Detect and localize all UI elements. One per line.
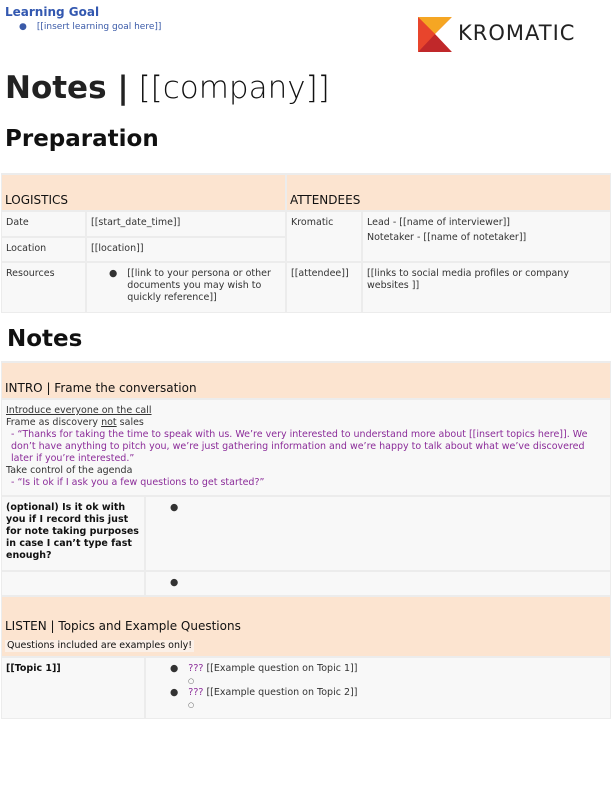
- page-title: [5, 70, 330, 106]
- frame-line: [6, 417, 606, 429]
- empty-cell: [2, 572, 144, 595]
- location-value[interactable]: [[location]]: [87, 238, 285, 261]
- kromatic-logo-icon: [418, 17, 454, 53]
- question-prefix: ???: [188, 687, 204, 698]
- frame-text: Frame as discovery: [6, 417, 102, 428]
- learning-goal-item: ● [[insert learning goal here]]: [19, 22, 162, 32]
- resources-text: [[link to your persona or other documents you may wish to quickly reference]]: [127, 268, 271, 303]
- topic-questions[interactable]: [146, 658, 610, 718]
- resources-value[interactable]: ● [[link to your persona or other documents you may wish to quickly reference]]: [87, 263, 285, 312]
- location-label: Location: [2, 238, 85, 261]
- title-bold: Notes |: [5, 70, 129, 106]
- date-value[interactable]: [[start_date_time]]: [87, 212, 285, 236]
- question-text: [[Example question on Topic 1]]: [206, 663, 358, 674]
- preparation-heading: Preparation: [5, 126, 159, 152]
- date-label: Date: [2, 212, 85, 236]
- notes-heading: Notes: [7, 326, 83, 352]
- lead-name: Lead - [[name of interviewer]]: [367, 217, 511, 228]
- intro-quote: - “Thanks for taking the time to speak with us. We’re very interested to understand more about [[insert topics here]]. We don’t have anything to pitch you, we’re just gathering information and we’re happy to talk about what we’ve discovered later if you’re interested.”: [11, 429, 588, 464]
- agenda-quote: - “Is it ok if I ask you a few questions to get started?”: [11, 477, 265, 488]
- intro-line: Introduce everyone on the call: [6, 405, 152, 416]
- agenda-line: Take control of the agenda: [6, 465, 133, 476]
- sub-bullet: ○: [188, 677, 195, 685]
- question-text: [[Example question on Topic 2]]: [206, 687, 358, 698]
- frame-not: not: [101, 417, 117, 428]
- question-prefix: ???: [188, 663, 204, 674]
- learning-goal-heading: Learning Goal: [5, 5, 100, 19]
- topic-label: [[Topic 1]]: [2, 658, 144, 718]
- kromatic-logo: [418, 17, 588, 53]
- question-item: ● ??? [[Example question on Topic 2]]: [170, 687, 358, 698]
- preparation-table: [1, 173, 611, 313]
- title-company: [[company]]: [138, 70, 330, 106]
- sub-bullet: ○: [188, 701, 195, 709]
- listen-subtitle: Questions included are examples only!: [7, 640, 193, 651]
- notes-table: [1, 361, 611, 719]
- intro-header: INTRO | Frame the conversation: [2, 363, 610, 398]
- learning-goal-text: [[insert learning goal here]]: [36, 22, 162, 32]
- empty-answer-bullet[interactable]: ●: [146, 572, 610, 595]
- listen-header: [2, 597, 610, 656]
- attendees-header: ATTENDEES: [287, 175, 610, 210]
- frame-sales: sales: [116, 417, 144, 428]
- resources-label: Resources: [2, 263, 85, 312]
- intro-body[interactable]: [2, 400, 610, 495]
- optional-question: (optional) Is it ok with you if I record this just for note taking purposes in case I can’t type fast enough?: [2, 497, 144, 570]
- kromatic-attendees[interactable]: [363, 212, 610, 261]
- logistics-header: LOGISTICS: [2, 175, 285, 210]
- listen-title: LISTEN | Topics and Example Questions: [5, 619, 241, 633]
- attendee-label: [[attendee]]: [287, 263, 361, 312]
- notetaker-name: Notetaker - [[name of notetaker]]: [367, 232, 527, 243]
- logo-text: KROMATIC: [458, 21, 576, 45]
- optional-answer-bullet[interactable]: ●: [146, 497, 610, 570]
- kromatic-label: Kromatic: [287, 212, 361, 261]
- question-item: ● ??? [[Example question on Topic 1]]: [170, 663, 358, 674]
- attendee-links[interactable]: [[links to social media profiles or company websites ]]: [363, 263, 610, 312]
